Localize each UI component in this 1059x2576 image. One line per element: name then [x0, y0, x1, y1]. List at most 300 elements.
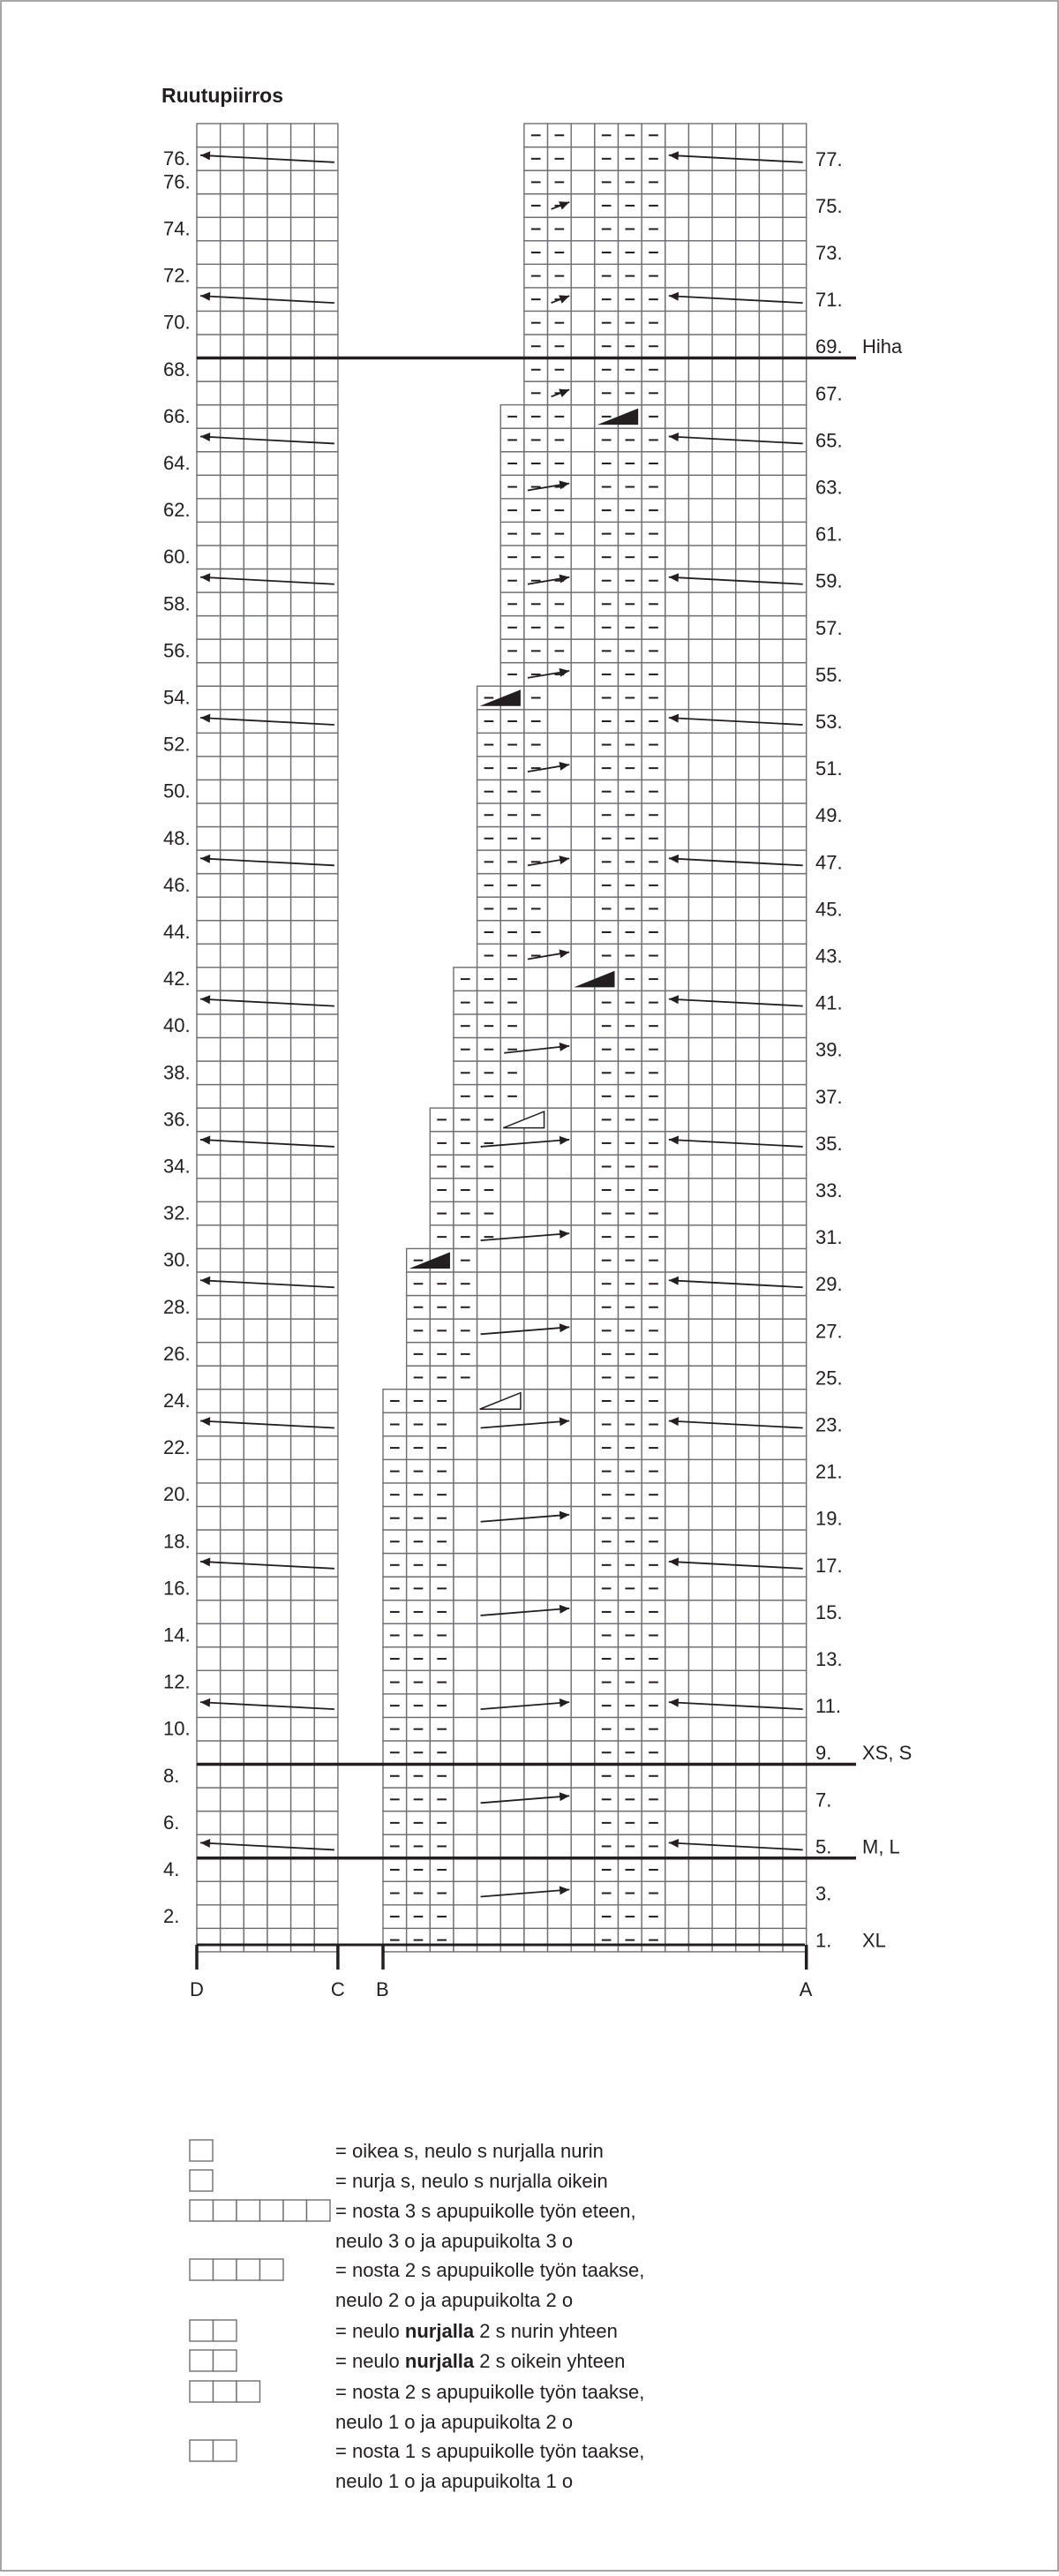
right-cell	[454, 1436, 477, 1460]
left-cell	[244, 1601, 267, 1624]
legend-cell	[190, 2140, 213, 2161]
right-row-label: 51.	[815, 757, 843, 780]
right-cell	[736, 475, 760, 499]
right-cell	[571, 1459, 595, 1483]
left-cell	[197, 475, 221, 499]
right-cell	[783, 1834, 807, 1858]
right-cell	[665, 1248, 689, 1272]
right-cell	[571, 1296, 595, 1320]
right-cell	[783, 194, 807, 218]
right-cell	[548, 1811, 572, 1835]
right-cell	[548, 1506, 572, 1530]
left-cell	[244, 616, 267, 640]
right-cell	[548, 1225, 572, 1249]
right-cell	[736, 733, 760, 757]
right-cell	[454, 1788, 477, 1811]
left-cell	[197, 264, 221, 288]
right-cell	[477, 1601, 501, 1624]
left-cell	[291, 990, 315, 1014]
right-cell	[759, 1881, 783, 1905]
legend-cell	[260, 2200, 284, 2221]
right-cell	[759, 1343, 783, 1367]
left-row-label: 62.	[163, 499, 191, 522]
left-cell	[221, 1928, 244, 1952]
right-cell	[477, 1530, 501, 1554]
right-cell	[571, 733, 595, 757]
left-cell	[267, 1201, 291, 1225]
right-cell	[454, 1647, 477, 1671]
left-cell	[314, 1061, 338, 1085]
left-row-label: 42.	[163, 968, 191, 990]
right-row-label: 23.	[815, 1413, 843, 1436]
left-cell	[221, 1601, 244, 1624]
left-cell	[221, 358, 244, 382]
right-cell	[665, 217, 689, 241]
left-cell	[267, 1881, 291, 1905]
legend-cell	[214, 2320, 237, 2341]
right-cell	[571, 311, 595, 335]
left-cell	[244, 499, 267, 523]
left-cell	[244, 1881, 267, 1905]
right-cell	[712, 381, 736, 405]
right-cell	[548, 1601, 572, 1624]
right-row-label: 65.	[815, 429, 843, 452]
right-cell	[783, 803, 807, 827]
right-cell	[688, 1647, 712, 1671]
left-cell	[221, 1881, 244, 1905]
right-cell	[688, 874, 712, 898]
left-cell	[244, 1436, 267, 1460]
right-row-label: 57.	[815, 616, 843, 639]
left-row-label: 4.	[163, 1857, 180, 1880]
right-cell	[665, 358, 689, 382]
right-cell	[712, 874, 736, 898]
left-cell	[221, 686, 244, 710]
right-cell	[571, 335, 595, 358]
right-cell	[665, 452, 689, 476]
right-cell	[454, 1577, 477, 1601]
right-cell	[665, 1296, 689, 1320]
left-cell	[291, 147, 315, 171]
right-cell	[688, 194, 712, 218]
left-cell	[314, 1554, 338, 1578]
left-cell	[221, 1248, 244, 1272]
right-cell	[759, 194, 783, 218]
right-cell	[688, 428, 712, 452]
right-cell	[736, 1061, 760, 1085]
left-cell	[291, 1132, 315, 1156]
right-cell	[736, 1741, 760, 1765]
left-cell	[314, 124, 338, 147]
column-axis	[190, 1945, 813, 2000]
right-cell	[665, 1483, 689, 1507]
left-cell	[221, 124, 244, 147]
right-cell	[688, 1296, 712, 1320]
right-row-label: 17.	[815, 1554, 843, 1577]
right-cell	[665, 733, 689, 757]
left-cell	[291, 850, 315, 874]
left-cell	[267, 264, 291, 288]
right-cell	[688, 1530, 712, 1554]
left-cell	[221, 194, 244, 218]
right-cell	[548, 1108, 572, 1132]
left-cell	[267, 1225, 291, 1249]
legend-text: neulo 2 o ja apupuikolta 2 o	[335, 2289, 574, 2311]
right-cell	[759, 1506, 783, 1530]
legend-text	[335, 2320, 618, 2342]
right-cell	[571, 1179, 595, 1202]
right-cell	[712, 124, 736, 147]
left-cell	[314, 1248, 338, 1272]
legend-text-part: nurjalla	[404, 2350, 475, 2372]
right-cell	[783, 1765, 807, 1789]
right-cell	[571, 1390, 595, 1413]
left-cell	[291, 1459, 315, 1483]
left-cell	[291, 1179, 315, 1202]
right-cell	[665, 1085, 689, 1109]
right-cell	[688, 1928, 712, 1952]
right-cell	[736, 1037, 760, 1061]
left-cell	[221, 1647, 244, 1671]
legend-text-part: 2 s oikein yhteen	[474, 2350, 626, 2372]
right-cell	[548, 733, 572, 757]
left-cell	[244, 194, 267, 218]
right-cell	[759, 733, 783, 757]
legend-text: = nosta 3 s apupuikolle työn eteen,	[335, 2200, 636, 2222]
right-cell	[571, 1741, 595, 1765]
chart-title: Ruutupiirros	[161, 84, 283, 107]
right-cell	[688, 1811, 712, 1835]
right-cell	[688, 1272, 712, 1296]
right-cell	[783, 944, 807, 968]
right-cell	[571, 194, 595, 218]
right-cell	[500, 1459, 524, 1483]
left-cell	[244, 475, 267, 499]
right-cell	[571, 124, 595, 147]
right-cell	[665, 1343, 689, 1367]
right-cell	[712, 1577, 736, 1601]
right-cell	[571, 616, 595, 640]
right-cell	[665, 381, 689, 405]
left-cell	[314, 1132, 338, 1156]
left-cell	[291, 1201, 315, 1225]
right-cell	[548, 1741, 572, 1765]
left-row-label: 18.	[163, 1530, 191, 1553]
left-cell	[314, 381, 338, 405]
right-cell	[524, 1436, 548, 1460]
right-cell	[712, 194, 736, 218]
left-cell	[197, 194, 221, 218]
right-cell	[783, 710, 807, 734]
right-cell	[759, 311, 783, 335]
right-cell	[571, 499, 595, 523]
left-cell	[314, 1436, 338, 1460]
right-row-label: 63.	[815, 476, 843, 499]
left-cell	[314, 1225, 338, 1249]
right-row-label: 61.	[815, 523, 843, 546]
left-cell	[314, 1905, 338, 1929]
left-cell	[267, 1459, 291, 1483]
left-row-label: 76.	[163, 147, 191, 169]
left-cell	[267, 217, 291, 241]
left-cell	[244, 1390, 267, 1413]
right-cell	[665, 1201, 689, 1225]
right-cell	[736, 1248, 760, 1272]
right-cell	[571, 1601, 595, 1624]
left-cell	[244, 1459, 267, 1483]
right-cell	[759, 264, 783, 288]
right-cell	[712, 1014, 736, 1038]
right-cell	[736, 264, 760, 288]
right-cell	[548, 1647, 572, 1671]
right-cell	[783, 1108, 807, 1132]
left-cell	[314, 1390, 338, 1413]
left-cell	[291, 1554, 315, 1578]
left-cell	[267, 1717, 291, 1741]
left-cell	[267, 1037, 291, 1061]
right-cell	[759, 1694, 783, 1718]
left-cell	[221, 1623, 244, 1647]
left-cell	[221, 428, 244, 452]
right-cell	[688, 499, 712, 523]
legend-cell	[214, 2200, 237, 2221]
right-cell	[571, 381, 595, 405]
right-cell	[712, 1201, 736, 1225]
left-cell	[291, 780, 315, 803]
right-cell	[665, 264, 689, 288]
right-cell	[688, 1319, 712, 1343]
left-cell	[267, 194, 291, 218]
right-cell	[783, 1694, 807, 1718]
left-cell	[221, 1765, 244, 1789]
left-cell	[291, 1741, 315, 1765]
left-cell	[221, 1436, 244, 1460]
right-cell	[571, 1647, 595, 1671]
right-cell	[759, 499, 783, 523]
right-cell	[477, 1765, 501, 1789]
left-cell	[244, 803, 267, 827]
left-cell	[221, 616, 244, 640]
left-row-label: 76.	[163, 170, 191, 193]
right-cell	[665, 1037, 689, 1061]
left-cell	[221, 944, 244, 968]
right-cell	[759, 1155, 783, 1179]
right-cell	[759, 1014, 783, 1038]
right-cell	[759, 1647, 783, 1671]
left-cell	[244, 1296, 267, 1320]
right-cell	[783, 217, 807, 241]
right-cell	[759, 944, 783, 968]
right-cell	[454, 1741, 477, 1765]
right-cell	[712, 499, 736, 523]
right-cell	[759, 1436, 783, 1460]
left-cell	[244, 264, 267, 288]
right-cell	[783, 1577, 807, 1601]
left-cell	[244, 1811, 267, 1835]
right-cell	[571, 1061, 595, 1085]
legend-text-part: 2 s nurin yhteen	[474, 2320, 618, 2342]
legend-text: neulo 3 o ja apupuikolta 3 o	[335, 2230, 574, 2252]
right-cell	[712, 944, 736, 968]
right-cell	[736, 1788, 760, 1811]
left-row-label: 36.	[163, 1108, 191, 1131]
right-cell	[548, 1319, 572, 1343]
left-row-label: 30.	[163, 1248, 191, 1271]
right-cell	[548, 710, 572, 734]
legend-cell	[190, 2200, 214, 2221]
right-cell	[712, 1366, 736, 1390]
right-cell	[783, 968, 807, 991]
right-cell	[759, 710, 783, 734]
right-cell	[783, 546, 807, 569]
left-cell	[197, 546, 221, 569]
right-cell	[688, 639, 712, 663]
right-cell	[712, 1788, 736, 1811]
right-cell	[688, 780, 712, 803]
right-cell	[477, 1717, 501, 1741]
right-cell	[688, 1554, 712, 1578]
right-cell	[571, 241, 595, 265]
right-cell	[759, 1928, 783, 1952]
left-cell	[221, 1390, 244, 1413]
left-cell	[197, 616, 221, 640]
left-cell	[244, 1858, 267, 1882]
left-cell	[314, 1788, 338, 1811]
right-cell	[736, 663, 760, 687]
right-cell	[759, 241, 783, 265]
left-cell	[221, 1905, 244, 1929]
left-cell	[221, 850, 244, 874]
right-cell	[454, 1670, 477, 1694]
right-cell	[759, 1717, 783, 1741]
right-cell	[665, 335, 689, 358]
right-cell	[571, 1343, 595, 1367]
left-cell	[267, 780, 291, 803]
left-cell	[291, 288, 315, 312]
right-cell	[548, 1390, 572, 1413]
right-cell	[688, 522, 712, 546]
right-cell	[783, 1623, 807, 1647]
right-cell	[688, 1834, 712, 1858]
legend-cell	[190, 2440, 214, 2461]
left-cell	[197, 1741, 221, 1765]
right-cell	[688, 850, 712, 874]
right-cell	[759, 990, 783, 1014]
right-cell	[688, 803, 712, 827]
left-cell	[267, 1811, 291, 1835]
left-cell	[221, 1530, 244, 1554]
right-cell	[736, 381, 760, 405]
left-cell	[244, 1014, 267, 1038]
right-cell	[688, 147, 712, 171]
right-cell	[665, 897, 689, 921]
left-cell	[221, 897, 244, 921]
right-cell	[759, 1905, 783, 1929]
right-cell	[759, 1272, 783, 1296]
left-row-label: 68.	[163, 358, 191, 380]
right-cell	[783, 616, 807, 640]
legend-cell	[283, 2200, 307, 2221]
left-cell	[267, 241, 291, 265]
right-cell	[712, 1248, 736, 1272]
left-cell	[291, 546, 315, 569]
right-cell	[736, 1108, 760, 1132]
right-cell	[712, 757, 736, 780]
size-marker-label: Hiha	[862, 335, 903, 358]
left-cell	[197, 1343, 221, 1367]
right-cell	[477, 1741, 501, 1765]
left-cell	[314, 1694, 338, 1718]
left-cell	[314, 1834, 338, 1858]
right-cell	[783, 241, 807, 265]
right-cell	[783, 1085, 807, 1109]
right-cell	[783, 592, 807, 616]
right-cell	[736, 499, 760, 523]
legend-cell	[214, 2381, 237, 2402]
left-cell	[267, 803, 291, 827]
right-cell	[454, 1928, 477, 1952]
right-cell	[736, 1155, 760, 1179]
right-cell	[688, 381, 712, 405]
right-cell	[783, 1201, 807, 1225]
left-cell	[267, 358, 291, 382]
left-cell	[221, 1858, 244, 1882]
left-cell	[314, 850, 338, 874]
right-cell	[688, 1483, 712, 1507]
right-cell	[571, 710, 595, 734]
right-cell	[665, 1155, 689, 1179]
right-cell	[688, 1225, 712, 1249]
right-cell	[665, 1319, 689, 1343]
left-cell	[314, 264, 338, 288]
right-cell	[500, 1272, 524, 1296]
right-cell	[712, 1436, 736, 1460]
left-cell	[267, 452, 291, 476]
left-cell	[244, 1483, 267, 1507]
right-cell	[759, 1811, 783, 1835]
right-cell	[759, 475, 783, 499]
left-cell	[267, 663, 291, 687]
right-cell	[688, 1390, 712, 1413]
left-cell	[221, 499, 244, 523]
right-cell	[783, 1412, 807, 1436]
left-cell	[244, 335, 267, 358]
left-cell	[244, 757, 267, 780]
left-cell	[244, 170, 267, 194]
right-cell	[688, 827, 712, 851]
left-cell	[221, 1788, 244, 1811]
left-cell	[197, 1296, 221, 1320]
right-cell	[712, 1765, 736, 1789]
left-cell	[197, 921, 221, 945]
left-cell	[267, 1296, 291, 1320]
right-cell	[712, 1155, 736, 1179]
left-cell	[244, 1108, 267, 1132]
left-cell	[314, 335, 338, 358]
left-cell	[244, 311, 267, 335]
left-cell	[244, 241, 267, 265]
left-cell	[314, 827, 338, 851]
right-cell	[665, 1788, 689, 1811]
left-row-label: 66.	[163, 404, 191, 427]
right-cell	[571, 1530, 595, 1554]
right-cell	[688, 1858, 712, 1882]
right-cell	[783, 311, 807, 335]
left-cell	[197, 241, 221, 265]
right-row-label: 75.	[815, 194, 843, 217]
right-cell	[783, 1436, 807, 1460]
left-cell	[197, 1506, 221, 1530]
